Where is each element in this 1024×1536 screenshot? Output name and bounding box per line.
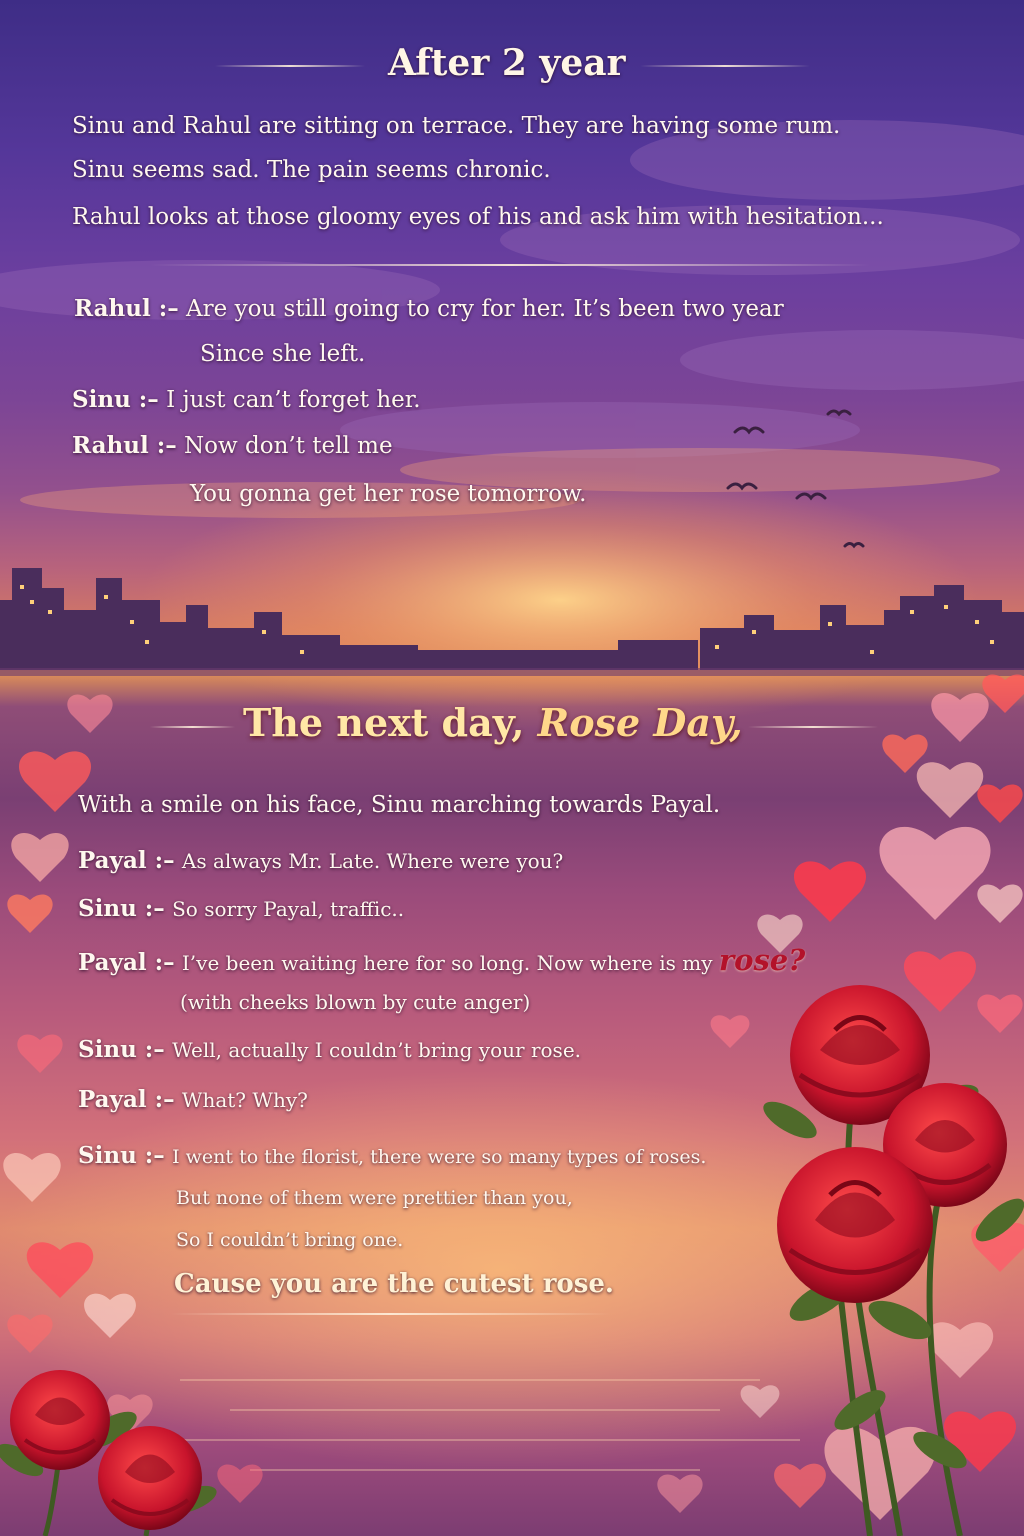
- speaker-label: Sinu :–: [78, 1142, 165, 1169]
- closing-underline: [170, 1313, 610, 1315]
- dialogue-line: [78, 943, 805, 977]
- rose-flower: [98, 1426, 202, 1530]
- heading-rule-right: [748, 726, 878, 728]
- heading-prefix: The next day,: [243, 700, 538, 745]
- dialogue-text: What? Why?: [181, 1088, 308, 1112]
- speaker-label: Rahul :–: [74, 295, 179, 322]
- sunset-glow: [140, 470, 980, 730]
- closing-line: Cause you are the cutest rose.: [174, 1269, 614, 1299]
- dialogue-line: [72, 386, 421, 413]
- dialogue-continuation: But none of them were prettier than you,: [176, 1187, 573, 1209]
- heading-emphasis: Rose Day,: [537, 700, 743, 745]
- dialogue-line: [78, 1086, 308, 1113]
- speaker-label: Sinu :–: [78, 1036, 165, 1063]
- dialogue-text: Well, actually I couldn’t bring your rose.: [172, 1038, 582, 1062]
- heading-rule-left: [150, 726, 235, 728]
- dialogue-line: [74, 295, 784, 322]
- dialogue-text: As always Mr. Late. Where were you?: [181, 849, 564, 873]
- speaker-label: Sinu :–: [78, 895, 165, 922]
- speaker-label: Rahul :–: [72, 432, 177, 459]
- dialogue-text: I just can’t forget her.: [166, 387, 421, 413]
- section-divider: [150, 264, 870, 266]
- narration-line: Sinu seems sad. The pain seems chronic.: [72, 157, 551, 183]
- dialogue-line: [78, 847, 563, 874]
- narration-line: With a smile on his face, Sinu marching towards Payal.: [78, 792, 721, 818]
- dialogue-continuation: So I couldn’t bring one.: [176, 1229, 404, 1251]
- speaker-label: Payal :–: [78, 847, 175, 874]
- section-heading-after-2-year: After 2 year: [388, 42, 626, 84]
- rose-emphasis: rose?: [718, 943, 806, 977]
- dialogue-text: So sorry Payal, traffic..: [172, 897, 405, 921]
- dialogue-text: I went to the florist, there were so many types of roses.: [172, 1146, 707, 1168]
- dialogue-line: [78, 895, 404, 922]
- dialogue-text: I’ve been waiting here for so long. Now where is my: [181, 951, 719, 975]
- rose-flower: [777, 1147, 933, 1303]
- dialogue-line: [78, 1142, 706, 1169]
- narration-line: Rahul looks at those gloomy eyes of his and ask him with hesitation...: [72, 204, 884, 230]
- section-heading-rose-day: [243, 700, 743, 745]
- speaker-label: Payal :–: [78, 949, 175, 976]
- heading-rule-right: [640, 65, 810, 67]
- dialogue-continuation: Since she left.: [200, 341, 366, 367]
- speaker-label: Payal :–: [78, 1086, 175, 1113]
- rose-flower: [10, 1370, 110, 1470]
- narration-line: Sinu and Rahul are sitting on terrace. They are having some rum.: [72, 113, 841, 139]
- dialogue-continuation: (with cheeks blown by cute anger): [180, 990, 531, 1014]
- dialogue-line: [78, 1036, 581, 1063]
- dialogue-continuation: You gonna get her rose tomorrow.: [190, 481, 587, 507]
- dialogue-text: Are you still going to cry for her. It’s been two year: [186, 296, 784, 322]
- heading-rule-left: [215, 65, 365, 67]
- dialogue-text: Now don’t tell me: [184, 433, 393, 459]
- speaker-label: Sinu :–: [72, 386, 159, 413]
- dialogue-line: [72, 432, 393, 459]
